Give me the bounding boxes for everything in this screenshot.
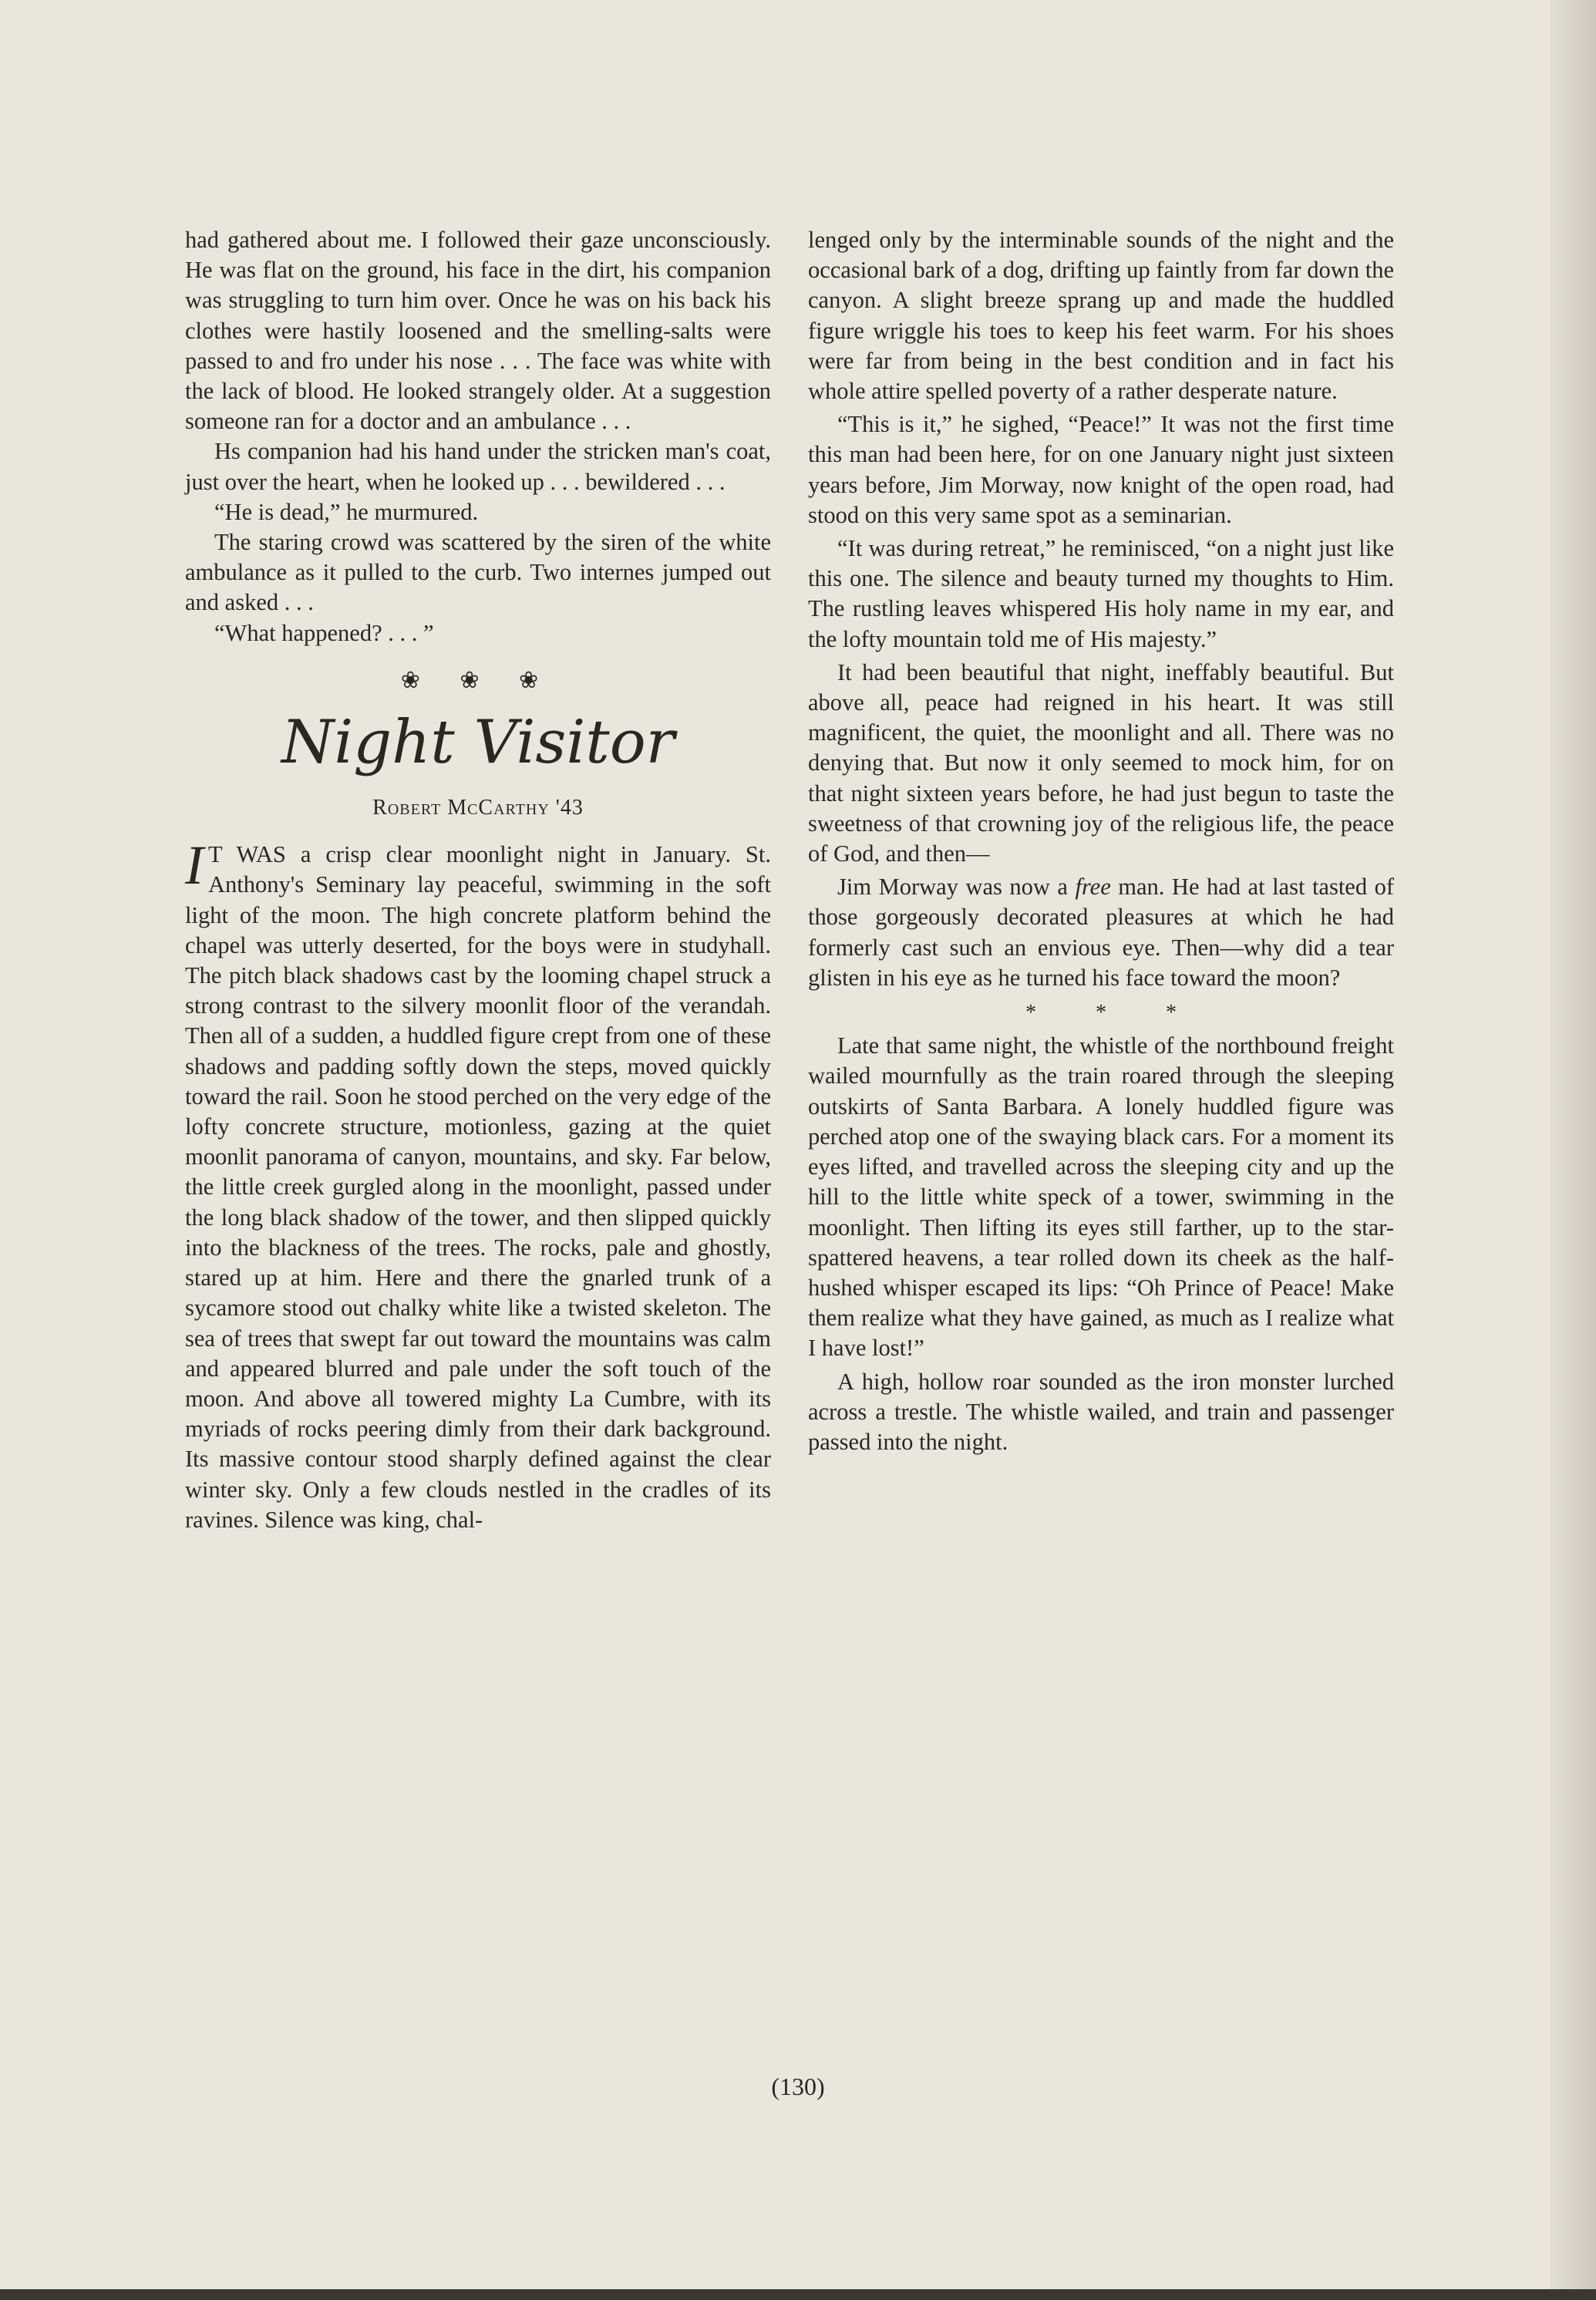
section-ornament: ❀ ❀ ❀ <box>400 667 556 693</box>
continuation-paragraph-4: The staring crowd was scattered by the siren of the white ambulance as it pulled to the curb. Two internes jumped out and asked . . . <box>185 529 771 616</box>
free-before-text: Jim Morway was now a <box>837 874 1076 901</box>
continuation-paragraph-1: had gathered about me. I followed their gaze unconsciously. He was flat on the ground, his face in the dirt, his companion was struggling to turn him over. Once he was on his back his clothes were hastily loosened and the smelling-salts were passed to and fro under his nose . . . The face was white with the lack of blood. He looked strangely older. At a suggestion someone ran for a doctor and an ambulance . . . <box>185 227 771 435</box>
right-paragraph-6: Late that same night, the whistle of the northbound freight wailed mournfully as the train roared through the sleeping outskirts of Santa Barbara. A lonely huddled figure was perched atop one of the swaying black cars. For a moment its eyes lifted, and travelled across the sleeping city and up the hill to the little white speck of a tower, swimming in the moonlight. Then lifting its eyes still farther, up to the star-spattered heavens, a tear rolled down its cheek as the half-hushed whisper escaped its lips: “Oh Prince of Peace! Make them realize what they have gained, as much as I realize what I have lost!” <box>808 1032 1394 1362</box>
left-column <box>185 225 771 1535</box>
drop-cap: I <box>185 834 204 897</box>
right-paragraph-1: lenged only by the interminable sounds of the night and the occasional bark of a dog, drifting up faintly from far down the canyon. A slight breeze sprang up and made the huddled figure wriggle his toes to keep his feet warm. For his shoes were far from being in the best condition and in fact his whole attire spelled poverty of a rather desperate nature. <box>808 227 1394 405</box>
right-paragraph-4: It had been beautiful that night, ineffably beautiful. But above all, peace had reigned in his heart. It was still magnificent, the quiet, the moonlight and all. There was no denying that. But now it only seemed to mock him, for on that night sixteen years before, he had just begun to taste the sweetness of that crowning joy of the religious life, the peace of God, and then— <box>808 658 1394 867</box>
page-bottom-edge <box>0 2289 1596 2300</box>
story-opening-paragraph <box>185 834 771 1535</box>
continuation-paragraph-2: Hs companion had his hand under the stricken man's coat, just over the heart, when he looked up . . . bewildered . . . <box>185 438 771 495</box>
free-italic-word: free <box>1075 874 1111 901</box>
right-paragraph-3: “It was during retreat,” he reminisced, “on a night just like this one. The silence and beauty turned my thoughts to Him. The rustling leaves whispered His holy name in my ear, and the lofty mountain told me of His majesty.” <box>808 535 1394 652</box>
page-edge-shadow <box>1550 0 1596 2300</box>
story-byline: Robert McCarthy '43 <box>372 796 584 820</box>
free-after-text: man. He had at last tasted of those gorgeously decorated pleasures at which he had formerly cast such an envious eye. Then—why did a tear glisten in his eye as he turned his face toward the moon? <box>808 874 1394 991</box>
right-paragraph-2: “This is it,” he sighed, “Peace!” It was not the first time this man had been here, for on one January night just sixteen years before, Jim Morway, now knight of the open road, had stood on this very same spot as a seminarian. <box>808 411 1394 528</box>
right-paragraph-7: A high, hollow roar sounded as the iron monster lurched across a trestle. The whistle wailed, and train and passenger passed into the night. <box>808 1368 1394 1455</box>
opening-text: T WAS a crisp clear moonlight night in January. St. Anthony's Seminary lay peaceful, swimming in the soft light of the moon. The high concrete platform behind the chapel was utterly deserted, for the boys were in studyhall. The pitch black shadows cast by the looming chapel struck a strong contrast to the silvery moonlit floor of the verandah. Then all of a sudden, a huddled figure crept from one of these shadows and padding softly down the steps, moved quickly toward the rail. Soon he stood perched on the very edge of the lofty concrete structure, motionless, gazing at the quiet moonlit panorama of canyon, mountains, and sky. Far below, the little creek gurgled along in the moonlight, passed under the long black shadow of the tower, and then slipped quickly into the blackness of the trees. The rocks, pale and ghostly, stared up at him. Here and there the gnarled trunk of a sycamore stood out chalky white like a twisted skeleton. The sea of trees that swept far out toward the mountains was calm and appeared blurred and pale under the soft touch of the moon. And above all towered mighty La Cumbre, with its myriads of rocks peering dimly from their dark background. Its massive contour stood sharply defined against the clear winter sky. Only a few clouds nestled in the cradles of its ravines. Silence was king, chal- <box>185 841 771 1533</box>
page-number: (130) <box>771 2073 825 2100</box>
continuation-paragraph-3: “He is dead,” he murmured. <box>214 498 479 525</box>
right-paragraph-5 <box>808 872 1394 993</box>
story-title: Night Visitor <box>281 708 675 778</box>
right-column <box>808 225 1394 1457</box>
continuation-paragraph-5: “What happened? . . . ” <box>214 619 434 646</box>
section-break-stars: * * * <box>1025 1001 1177 1025</box>
